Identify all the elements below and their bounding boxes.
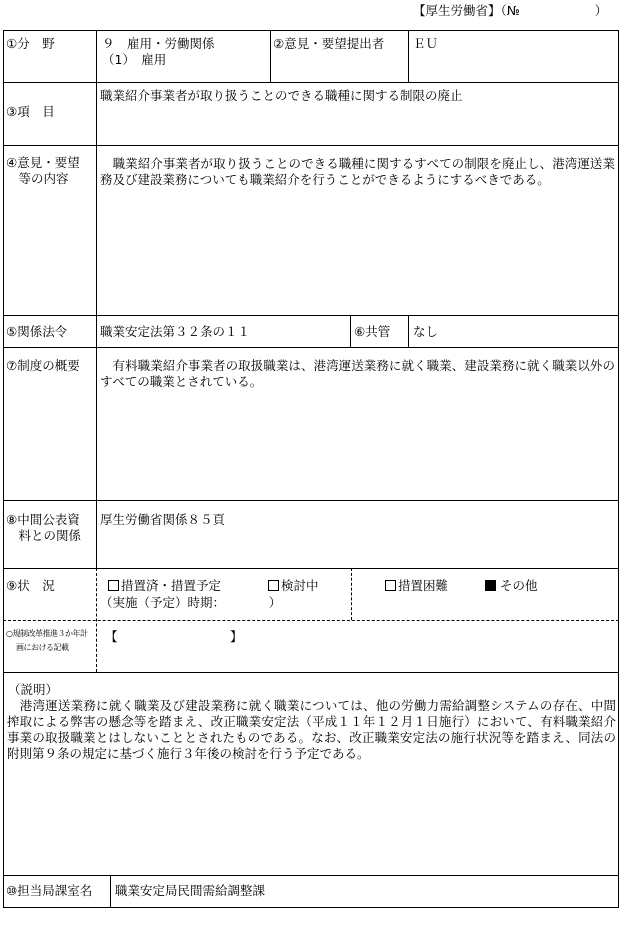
row1-divider-a bbox=[270, 30, 271, 83]
status-option-other bbox=[485, 578, 538, 594]
row4-divider-a bbox=[350, 315, 351, 348]
three-year-plan-label-line1: ○規制改革推進３か年計 bbox=[6, 629, 88, 638]
request-content-value: 職業紹介事業者が取り扱うことのできる職種に関するすべての制限を廃止し、港湾運送業務及び建設業務についても職業紹介を行うことができるようにするべきである。 bbox=[100, 156, 615, 187]
status-option-other-label: その他 bbox=[500, 578, 538, 593]
item-label: ③項 目 bbox=[6, 104, 55, 119]
label-column-divider bbox=[96, 30, 97, 570]
label-column-dashed-divider bbox=[96, 568, 97, 672]
item-value: 職業紹介事業者が取り扱うことのできる職種に関する制限の廃止 bbox=[100, 88, 463, 103]
three-year-plan-label-line2: 画における記載 bbox=[16, 643, 69, 652]
status-option-under-review bbox=[268, 578, 319, 594]
explanation-title: （説明） bbox=[8, 682, 59, 697]
responsible-division-label: ⑩担当局課室名 bbox=[6, 883, 93, 898]
status-option-implemented-label: 措置済・措置予定 bbox=[121, 578, 222, 593]
status-option-difficult bbox=[385, 578, 448, 594]
request-content-label: ④意見・要望 等の内容 bbox=[6, 155, 80, 186]
row-divider bbox=[3, 875, 619, 876]
status-option-difficult-label: 措置困難 bbox=[398, 578, 449, 593]
footer-label-divider bbox=[110, 875, 111, 908]
field-label: ①分 野 bbox=[6, 36, 55, 51]
table-bottom-border bbox=[3, 907, 619, 908]
checkbox-empty-icon bbox=[108, 580, 119, 591]
responsible-division-value: 職業安定局民間需給調整課 bbox=[115, 883, 266, 898]
row4-divider-b bbox=[408, 315, 409, 348]
three-year-plan-label bbox=[6, 629, 98, 653]
submitter-label: ②意見・要望提出者 bbox=[273, 36, 385, 51]
row-divider bbox=[3, 672, 619, 673]
row1-divider-b bbox=[408, 30, 409, 83]
related-law-label: ⑤関係法令 bbox=[6, 324, 68, 339]
explanation-body: 港湾運送業務に就く職業及び建設業務に就く職業については、他の労働力需給調整システムの存在、中間搾取による弊害の懸念等を踏まえ、改正職業安定法（平成１１年１２月１日施行）において、有料職業紹介事業の取扱職業とはしないこととされたものである。なお、改正職業安定法の施行状況等を踏まえ、同法の附則第９条の規定に基づく施行３年後の検討を行う予定である。 bbox=[7, 698, 616, 761]
status-option-under-review-label: 検討中 bbox=[281, 578, 319, 593]
interim-relation-label: ⑧中間公表資 料との関係 bbox=[6, 512, 82, 543]
checkbox-empty-icon bbox=[268, 580, 279, 591]
related-law-value: 職業安定法第３２条の１１ bbox=[100, 324, 251, 339]
three-year-plan-value: 【 】 bbox=[105, 629, 243, 644]
checkbox-empty-icon bbox=[385, 580, 396, 591]
submitter-value: ＥＵ bbox=[413, 36, 439, 51]
status-option-implemented bbox=[108, 578, 221, 594]
checkbox-filled-icon bbox=[485, 580, 496, 591]
ministry-header: 【厚生労働省】（№ ） bbox=[413, 3, 608, 18]
status-option-implemented-period: （実施（予定）時期： ） bbox=[100, 595, 282, 610]
table-left-border bbox=[3, 30, 4, 908]
system-overview-label: ⑦制度の概要 bbox=[6, 358, 80, 373]
cocompetent-value: なし bbox=[413, 324, 439, 339]
status-label: ⑨状 況 bbox=[6, 578, 55, 593]
interim-relation-value: 厚生労働省関係８５頁 bbox=[100, 512, 226, 527]
system-overview-value: 有料職業紹介事業者の取扱職業は、港湾運送業務に就く職業、建設業務に就く職業以外のすべての職業とされている。 bbox=[100, 358, 615, 389]
cocompetent-label: ⑥共管 bbox=[354, 324, 391, 339]
status-inner-dashed-divider bbox=[351, 568, 352, 620]
field-value: ９ 雇用・労働関係 （1） 雇用 bbox=[102, 36, 215, 67]
table-right-border bbox=[618, 30, 619, 908]
